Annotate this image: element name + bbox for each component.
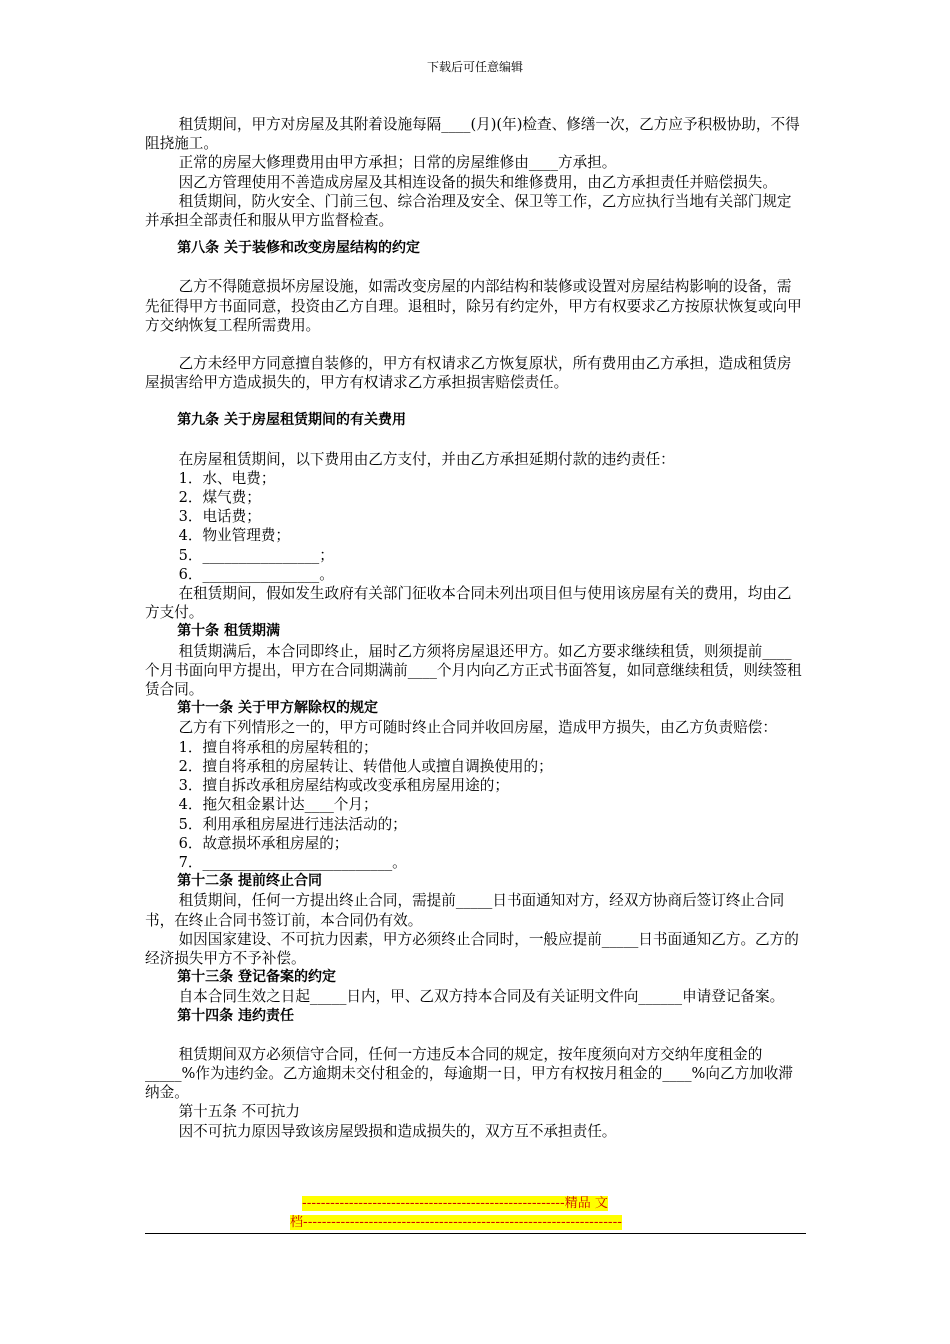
section-heading-15: 第十五条 不可抗力 <box>178 1103 300 1121</box>
list-item: 4．物业管理费； <box>178 527 291 545</box>
section-heading-14: 第十四条 违约责任 <box>177 1007 295 1024</box>
paragraph: 租赁期间双方必须信守合同，任何一方违反本合同的规定，按年度须向对方交纳年度租金的_____%作为违约金。乙方逾期未交付租金的，每逾期一日，甲方有权按月租金的____%向乙方加收滞纳金。 <box>145 1045 793 1102</box>
list-item: 5．利用承租房屋进行违法活动的； <box>178 815 407 833</box>
list-item: 6．________________。 <box>178 565 334 583</box>
paragraph: 在房屋租赁期间，以下费用由乙方支付，并由乙方承担延期付款的违约责任： <box>178 450 675 468</box>
paragraph: 如因国家建设、不可抗力因素，甲方必须终止合同时，一般应提前_____日书面通知乙方。乙方的经济损失甲方不予补偿。 <box>145 930 799 967</box>
list-item: 7．__________________________。 <box>178 853 407 871</box>
list-item: 2．擅自将承租的房屋转让、转借他人或擅自调换使用的； <box>178 757 553 775</box>
paragraph: 租赁期间，任何一方提出终止合同，需提前_____日书面通知对方，经双方协商后签订终止合同书，在终止合同书签订前，本合同仍有效。 <box>145 892 785 929</box>
section-heading-9: 第九条 关于房屋租赁期间的有关费用 <box>177 412 407 429</box>
page-header: 下载后可任意编辑 <box>426 60 523 74</box>
paragraph: 租赁期满后，本合同即终止，届时乙方须将房屋退还甲方。如乙方要求继续租赁，则须提前____个月书面向甲方提出，甲方在合同期满前____个月内向乙方正式书面答复，如同意继续租赁，则续签租赁合同。 <box>145 642 802 699</box>
section-heading-11: 第十一条 关于甲方解除权的规定 <box>177 700 379 717</box>
list-item: 3．电话费； <box>178 508 261 526</box>
paragraph: 乙方不得随意损坏房屋设施，如需改变房屋的内部结构和装修或设置对房屋结构影响的设备，需先征得甲方书面同意，投资由乙方自理。退租时，除另有约定外，甲方有权要求乙方按原状恢复或向甲方交纳恢复工程所需费用。 <box>145 278 802 334</box>
paragraph: 乙方未经甲方同意擅自装修的，甲方有权请求乙方恢复原状，所有费用由乙方承担，造成租赁房屋损害给甲方造成损失的，甲方有权请求乙方承担损害赔偿责任。 <box>145 355 792 392</box>
paragraph: 乙方有下列情形之一的，甲方可随时终止合同并收回房屋，造成甲方损失，由乙方负责赔偿： <box>178 719 777 737</box>
paragraph: 因不可抗力原因导致该房屋毁损和造成损失的，双方互不承担责任。 <box>178 1122 617 1140</box>
list-item: 6．故意损坏承租房屋的； <box>178 834 349 852</box>
footer-line-2: 档-------------------------------------------------------------------- <box>290 1215 622 1230</box>
section-heading-12: 第十二条 提前终止合同 <box>177 873 323 890</box>
paragraph: 在租赁期间，假如发生政府有关部门征收本合同未列出项目但与使用该房屋有关的费用，均由乙方支付。 <box>145 585 792 622</box>
watermark-footer <box>290 1194 665 1232</box>
paragraph: 租赁期间，甲方对房屋及其附着设施每隔____(月)(年)检查、修缮一次，乙方应予积极协助，不得阻挠施工。 <box>145 116 800 153</box>
list-item: 3．擅自拆改承租房屋结构或改变承租房屋用途的； <box>178 777 509 795</box>
list-item: 1．水、电费； <box>178 469 276 487</box>
footer-line-1: --------------------------------------------------------精品 文 <box>302 1196 608 1211</box>
list-item: 4．拖欠租金累计达____个月； <box>178 796 378 814</box>
paragraph: 自本合同生效之日起_____日内，甲、乙双方持本合同及有关证明文件向______申请登记备案。 <box>178 988 785 1006</box>
paragraph: 正常的房屋大修理费用由甲方承担；日常的房屋维修由____方承担。 <box>178 154 617 172</box>
document-body <box>145 115 806 1141</box>
section-heading-8: 第八条 关于装修和改变房屋结构的约定 <box>177 240 421 257</box>
section-heading-10: 第十条 租赁期满 <box>177 623 281 640</box>
paragraph: 因乙方管理使用不善造成房屋及其相连设备的损失和维修费用，由乙方承担责任并赔偿损失。 <box>178 173 777 191</box>
footer-divider <box>145 1233 806 1234</box>
list-item: 2．煤气费； <box>178 489 261 507</box>
section-heading-13: 第十三条 登记备案的约定 <box>177 969 337 986</box>
paragraph: 租赁期间，防火安全、门前三包、综合治理及安全、保卫等工作，乙方应执行当地有关部门规定并承担全部责任和服从甲方监督检查。 <box>145 192 792 230</box>
list-item: 1．擅自将承租的房屋转租的； <box>178 738 378 756</box>
list-item: 5．________________； <box>178 546 334 564</box>
